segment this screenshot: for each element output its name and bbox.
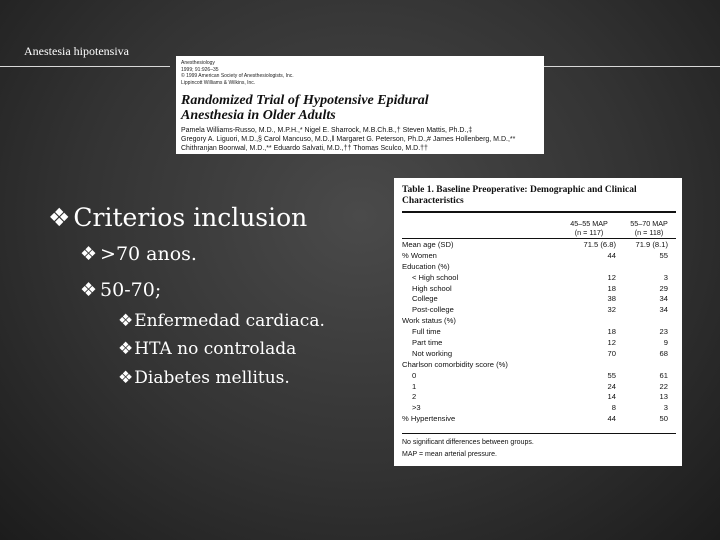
row-label: Full time — [412, 327, 441, 337]
value-45-55: 8 — [611, 403, 616, 413]
bullet-text: Criterios inclusion — [73, 203, 308, 232]
row-label: 0 — [412, 370, 417, 380]
row-label: Not working — [412, 348, 453, 358]
journal-line: Anesthesiology — [181, 60, 215, 66]
row-label: 2 — [412, 392, 417, 402]
value-55-70: 13 — [659, 392, 668, 402]
bullet-text: 50-70; — [100, 279, 162, 301]
value-45-55: 12 — [607, 272, 616, 282]
table-row — [402, 414, 676, 425]
table-row — [402, 316, 676, 327]
title-underline — [0, 66, 170, 67]
row-label: Post-college — [412, 305, 454, 315]
table-row — [402, 349, 676, 360]
row-label: % Women — [402, 250, 437, 260]
table-row — [402, 240, 676, 251]
table-caption: Table 1. Baseline Preoperative: Demographic and Clinical Characteristics — [402, 185, 637, 206]
col-head-line: 45–55 MAP — [570, 219, 608, 228]
row-label: % Hypertensive — [402, 414, 456, 424]
value-55-70: 50 — [659, 414, 668, 424]
diamond-bullet-icon: ❖ — [118, 368, 134, 388]
value-55-70: 3 — [663, 272, 668, 282]
value-45-55: 18 — [607, 327, 616, 337]
row-label: Education (%) — [402, 261, 450, 271]
author-line: Gregory A. Liguori, M.D.,§ Carol Mancuso, M.D.,‖ Margaret G. Peterson, Ph.D.,# James Hollenberg, M.D.,** — [181, 136, 516, 143]
author-line: Chithranjan Boonwal, M.D.,** Eduardo Salvati, M.D.,†† Thomas Sculco, M.D.†† — [181, 145, 428, 152]
value-55-70: 34 — [659, 294, 668, 304]
row-label: College — [412, 294, 438, 304]
bullet-criterios — [48, 203, 307, 232]
author-line: Pamela Williams-Russo, M.D., M.P.H.,* Nigel E. Sharrock, M.B.Ch.B.,† Steven Mattis, Ph.D.,‡ — [181, 127, 473, 134]
bullet-cardiaca — [118, 311, 325, 331]
table-footnote: MAP = mean arterial pressure. — [402, 451, 497, 458]
bullet-rango — [80, 279, 161, 301]
table-row — [402, 403, 676, 414]
bullet-edad — [80, 243, 197, 265]
row-label: Charlson comorbidity score (%) — [402, 359, 508, 369]
value-55-70: 23 — [659, 327, 668, 337]
value-55-70: 29 — [659, 283, 668, 293]
row-label: High school — [412, 283, 452, 293]
paper-title — [181, 93, 429, 123]
value-45-55: 44 — [607, 414, 616, 424]
table-row — [402, 284, 676, 295]
bullet-hta — [118, 339, 296, 359]
value-45-55: 24 — [607, 381, 616, 391]
table-row — [402, 294, 676, 305]
diamond-bullet-icon: ❖ — [48, 203, 71, 232]
table-row — [402, 251, 676, 262]
col-head-line: (n = 117) — [574, 228, 604, 237]
row-label: Mean age (SD) — [402, 240, 454, 249]
value-45-55: 14 — [607, 392, 616, 402]
value-45-55: 44 — [607, 250, 616, 260]
table-head-rule — [402, 238, 676, 239]
value-55-70: 55 — [659, 250, 668, 260]
bullet-text: >70 anos. — [100, 243, 197, 265]
col-head-line: 55–70 MAP — [630, 219, 668, 228]
table-row — [402, 382, 676, 393]
table-top-rule — [402, 211, 676, 213]
value-55-70: 22 — [659, 381, 668, 391]
table-row — [402, 327, 676, 338]
journal-line: © 1999 American Society of Anesthesiologists, Inc. — [181, 73, 294, 79]
table-row — [402, 371, 676, 382]
value-45-55: 12 — [607, 338, 616, 348]
journal-line: 1999; 91:926–35 — [181, 66, 219, 73]
table-body — [402, 240, 676, 425]
value-55-70: 3 — [663, 403, 668, 413]
value-55-70: 34 — [659, 305, 668, 315]
table-row — [402, 273, 676, 284]
diamond-bullet-icon: ❖ — [118, 339, 134, 359]
bullet-text: Enfermedad cardiaca. — [134, 311, 325, 331]
paper-title-line: Anesthesia in Older Adults — [181, 108, 336, 123]
row-label: >3 — [412, 403, 421, 413]
value-45-55: 71.5 (6.8) — [583, 240, 616, 249]
table-bottom-rule — [402, 433, 676, 434]
diamond-bullet-icon: ❖ — [80, 279, 98, 301]
table-row — [402, 360, 676, 371]
table-row — [402, 305, 676, 316]
baseline-table-image — [394, 178, 682, 466]
value-55-70: 9 — [663, 338, 668, 348]
row-label: < High school — [412, 272, 459, 282]
paper-title-line: Randomized Trial of Hypotensive Epidural — [181, 93, 429, 108]
value-45-55: 38 — [607, 294, 616, 304]
col-head-line: (n = 118) — [634, 228, 664, 237]
bullet-text: Diabetes mellitus. — [134, 368, 290, 388]
value-55-70: 71.9 (8.1) — [635, 240, 668, 249]
bullet-text: HTA no controlada — [134, 339, 297, 359]
table-row — [402, 338, 676, 349]
col-head-45-55 — [560, 219, 618, 237]
slide-title: Anestesia hipotensiva — [24, 44, 129, 58]
value-45-55: 32 — [607, 305, 616, 315]
row-label: Part time — [412, 338, 443, 348]
row-label: Work status (%) — [402, 316, 456, 326]
diamond-bullet-icon: ❖ — [118, 311, 134, 331]
value-45-55: 55 — [607, 370, 616, 380]
table-row — [402, 392, 676, 403]
table-row — [402, 262, 676, 273]
bullet-diabetes — [118, 368, 290, 388]
table-footnote: No significant differences between groups. — [402, 439, 534, 446]
header-rule-right — [544, 66, 720, 67]
value-45-55: 70 — [607, 348, 616, 358]
value-55-70: 61 — [659, 370, 668, 380]
value-55-70: 68 — [659, 348, 668, 358]
journal-line: Lippincott Williams & Wilkins, Inc. — [181, 79, 256, 86]
row-label: 1 — [412, 381, 417, 391]
journal-info — [181, 60, 294, 86]
col-head-55-70 — [624, 219, 674, 237]
value-45-55: 18 — [607, 283, 616, 293]
diamond-bullet-icon: ❖ — [80, 243, 98, 265]
paper-header-image — [176, 56, 544, 154]
paper-authors — [181, 126, 515, 153]
